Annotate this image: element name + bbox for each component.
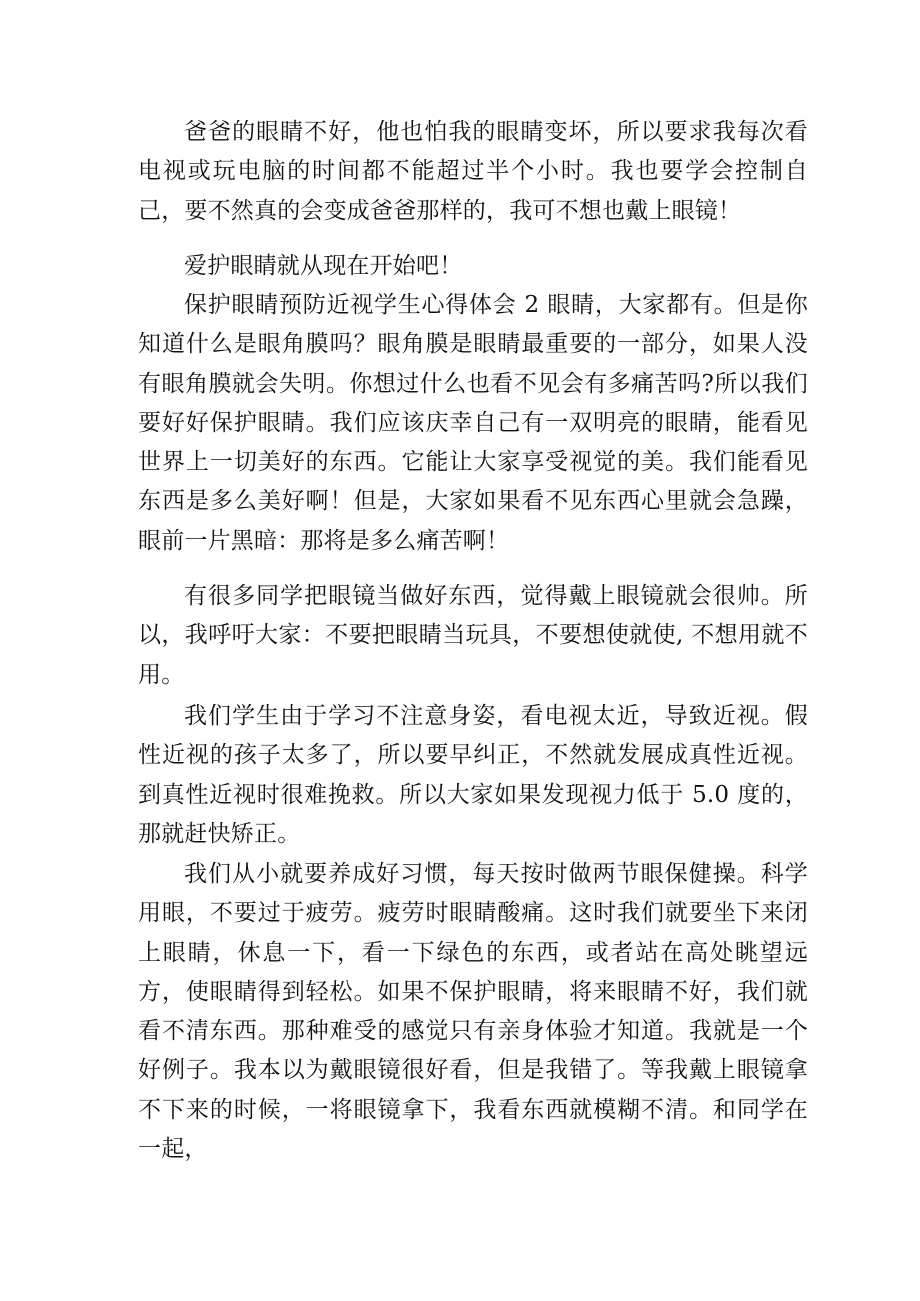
- paragraph-father-eyes: 爸爸的眼睛不好，他也怕我的眼睛变坏，所以要求我每次看电视或玩电脑的时间都不能超过半个小时。我也要学会控制自己，要不然真的会变成爸爸那样的，我可不想也戴上眼镜！: [138, 119, 808, 224]
- paragraph-good-habits: 我们从小就要养成好习惯，每天按时做两节眼保健操。科学用眼，不要过于疲劳。疲劳时眼睛酸痛。这时我们就要坐下来闭上眼睛，休息一下，看一下绿色的东西，或者站在高处眺望远方，使眼睛得到轻松。如果不保护眼睛，将来眼睛不好，我们就看不清东西。那种难受的感觉只有亲身体验才知道。我就是一个好例子。我本以为戴眼镜很好看，但是我错了。等我戴上眼镜拿不下来的时候，一将眼镜拿下，我看东西就模糊不清。和同学在一起，: [138, 861, 808, 1163]
- paragraph-pseudo-myopia: 我们学生由于学习不注意身姿，看电视太近，导致近视。假性近视的孩子太多了，所以要早纠正，不然就发展成真性近视。到真性近视时很难挽救。所以大家如果发现视力低于 5.0 度的，那就赶快矫正。: [138, 703, 808, 847]
- paragraph-start-now: 爱护眼睛就从现在开始吧！: [184, 253, 463, 279]
- paragraph-cornea: 保护眼睛预防近视学生心得体会 2 眼睛，大家都有。但是你知道什么是眼角膜吗？眼角膜是眼睛最重要的一部分，如果人没有眼角膜就会失明。你想过什么也看不见会有多痛苦吗?所以我们要好好保护眼睛。我们应该庆幸自己有一双明亮的眼睛，能看见世界上一切美好的东西。它能让大家享受视觉的美。我们能看见东西是多么美好啊！但是，大家如果看不见东西心里就会急躁，眼前一片黑暗：那将是多么痛苦啊！: [138, 292, 808, 554]
- paragraph-glasses-not-cool: 有很多同学把眼镜当做好东西，觉得戴上眼镜就会很帅。所以，我呼吁大家：不要把眼睛当玩具，不要想使就使, 不想用就不用。: [138, 583, 808, 688]
